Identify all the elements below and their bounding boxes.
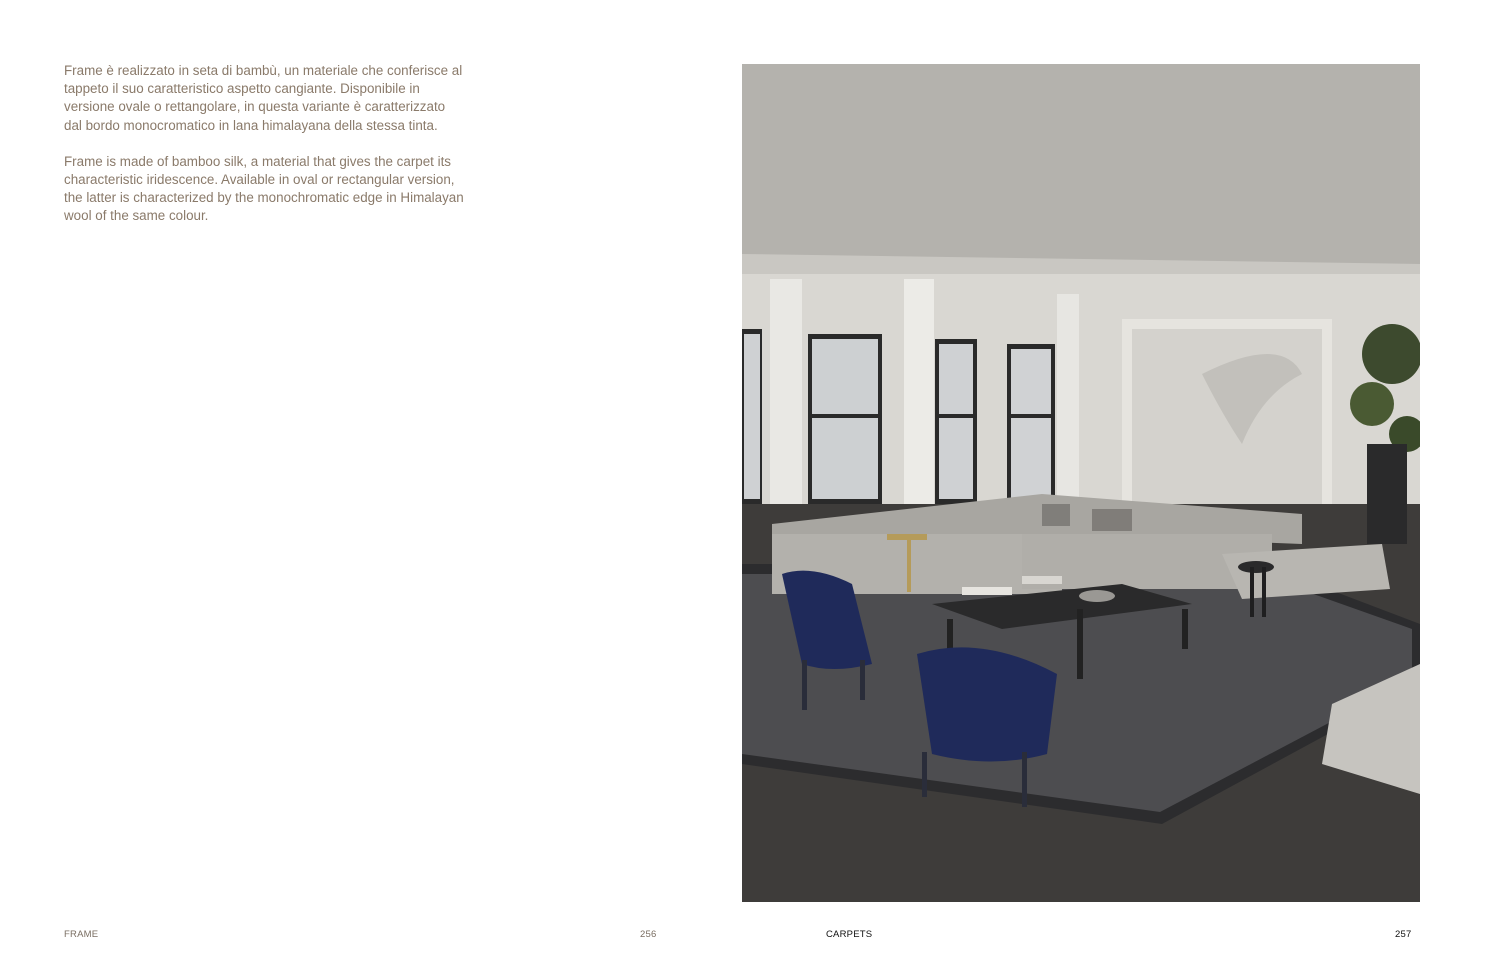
description-italian: Frame è realizzato in seta di bambù, un materiale che conferisce al tappeto il suo caratteristico aspetto cangiante. Disponibile in versione ovale o rettangolare, in questa variante è caratterizzato dal bordo monocromatico in lana himalayana della stessa tinta. (64, 63, 463, 133)
description-english: Frame is made of bamboo silk, a material that gives the carpet its characteristic iridescence. Available in oval or rectangular version, the latter is characterized by the monochromatic edge in Himalayan wool of the same colour. (64, 153, 464, 224)
footer-section-label: FRAME (64, 929, 99, 940)
gold-side-table (887, 534, 927, 540)
right-page (742, 0, 1485, 968)
living-room-illustration (742, 64, 1420, 902)
side-table (1238, 561, 1274, 573)
footer-section-label-right: CARPETS (826, 929, 873, 940)
description-text (64, 62, 464, 244)
left-page (0, 0, 742, 968)
living-room-photo (742, 64, 1420, 902)
ceiling (742, 64, 1420, 284)
page-number-left: 256 (640, 929, 657, 940)
page-number-right: 257 (1395, 929, 1412, 940)
